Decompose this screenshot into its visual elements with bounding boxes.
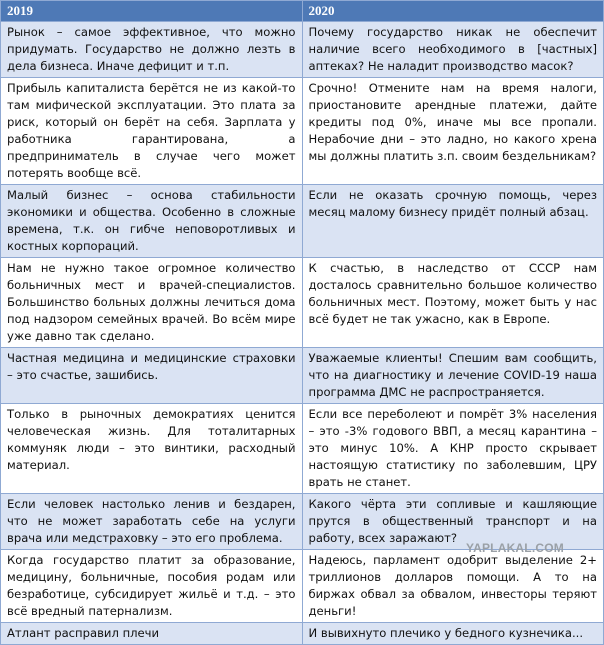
cell-2020: Если не оказать срочную помощь, через месяц малому бизнесу придёт полный абзац. [302, 185, 604, 258]
table-row [1, 78, 604, 185]
watermark: YAPLAKAL.COM [466, 541, 564, 555]
cell-2019: Нам не нужно такое огромное количество больничных мест и врачей-специалистов. Большинство больных должны лечиться дома под надзором семейных врачей. Во всём мире уже давно так сделано. [1, 258, 303, 348]
cell-2019: Только в рыночных демократиях ценится человеческая жизнь. Для тоталитарных коммуняк люди – это винтики, расходный материал. [1, 404, 303, 494]
table-row [1, 550, 604, 623]
cell-2019: Когда государство платит за образование, медицину, больничные, пособия родам или безработице, субсидирует жильё и т.д. – это всё вредный патернализм. [1, 550, 303, 623]
table-row [1, 404, 604, 494]
cell-2019: Атлант расправил плечи [1, 623, 303, 645]
table-row [1, 22, 604, 78]
header-row [1, 1, 604, 22]
header-2019: 2019 [1, 1, 303, 22]
cell-2020: Почему государство никак не обеспечит наличие всего необходимого в [частных] аптеках? Не наладит производство масок? [302, 22, 604, 78]
header-2020: 2020 [302, 1, 604, 22]
cell-2020: Уважаемые клиенты! Спешим вам сообщить, что на диагностику и лечение COVID-19 наша программа ДМС не распространяется. [302, 348, 604, 404]
cell-2020: И вывихнуто плечико у бедного кузнечика... [302, 623, 604, 645]
table-row [1, 258, 604, 348]
cell-2019: Частная медицина и медицинские страховки – это счастье, зашибись. [1, 348, 303, 404]
cell-2019: Если человек настолько ленив и бездарен, что не может заработать себе на услуги врача или медстраховку – это его проблема. [1, 494, 303, 550]
table-row [1, 623, 604, 645]
table-row [1, 348, 604, 404]
cell-2020: К счастью, в наследство от СССР нам досталось сравнительно большое количество больничных мест. Поэтому, может быть у нас всё будет не так ужасно, как в Европе. [302, 258, 604, 348]
cell-2020: Какого чёрта эти сопливые и кашляющие прутся в общественный транспорт и на работу, всех заражают? [302, 494, 604, 550]
cell-2019: Рынок – самое эффективное, что можно придумать. Государство не должно лезть в дела бизнеса. Иначе дефицит и т.п. [1, 22, 303, 78]
cell-2020: Если все переболеют и помрёт 3% населения – это -3% годового ВВП, а месяц карантина – это минус 10%. А КНР просто скрывает настоящую статистику по заболевшим, ЦРУ врать не станет. [302, 404, 604, 494]
table-row [1, 185, 604, 258]
cell-2020: Срочно! Отмените нам на время налоги, приостановите арендные платежи, дайте кредиты под 0%, иначе мы все пропали. Нерабочие дни – это ладно, но какого хрена мы должны платить з.п. своим бездельникам? [302, 78, 604, 185]
cell-2020: Надеюсь, парламент одобрит выделение 2+ триллионов долларов помощи. А то на биржах обвал за обвалом, инвесторы теряют деньги! [302, 550, 604, 623]
cell-2019: Прибыль капиталиста берётся не из какой-то там мифической эксплуатации. Это плата за риск, который он берёт на себя. Зарплата у работника гарантирована, а предприниматель в случае чего может потерять вообще всё. [1, 78, 303, 185]
cell-2019: Малый бизнес – основа стабильности экономики и общества. Особенно в сложные времена, т.к. он гибче неповоротливых и костных корпораций. [1, 185, 303, 258]
